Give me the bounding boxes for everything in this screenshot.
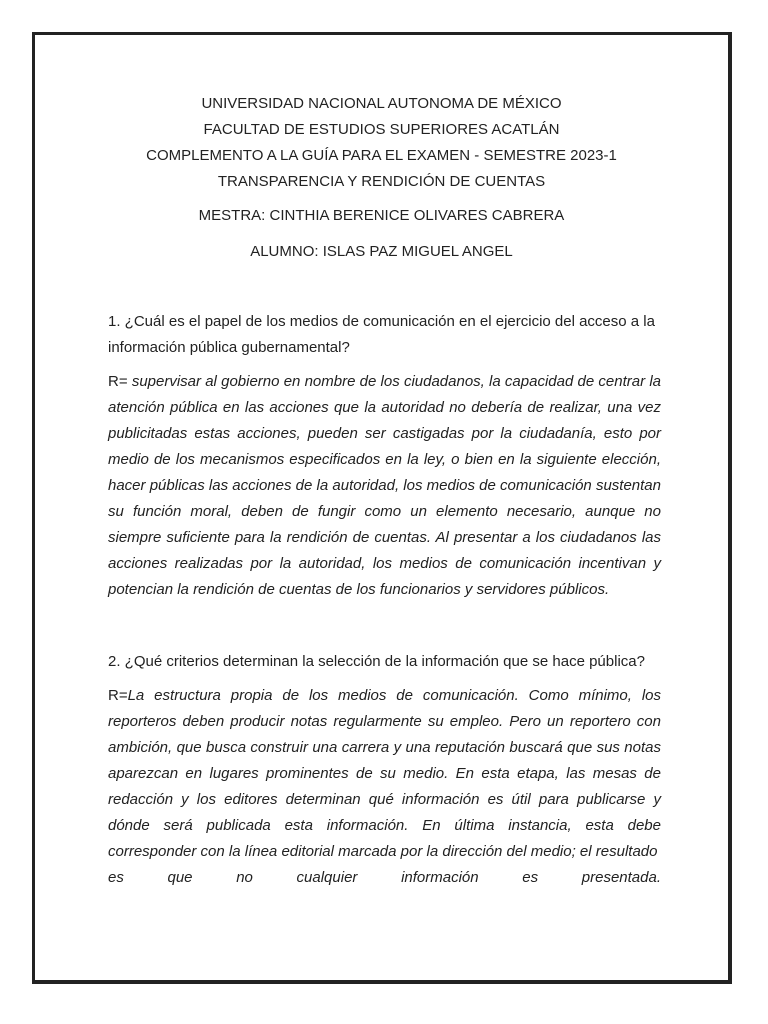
course-title: COMPLEMENTO A LA GUÍA PARA EL EXAMEN - SEMESTRE 2023-1 (146, 147, 617, 164)
faculty-name: FACULTAD DE ESTUDIOS SUPERIORES ACATLÁN (203, 121, 560, 138)
last-word: cualquier (296, 869, 358, 886)
last-word: presentada. (581, 869, 661, 886)
answer-2-text: La estructura propia de los medios de comunicación. Como mínimo, los reporteros deben producir notas regularmente su empleo. Pero un reportero con ambición, que busca construir una carrera y una reputación buscará que sus notas aparezcan en lugares prominentes de su medio. En esta etapa, las mesas de redacción y los editores determinan qué información es útil para publicarse y dónde será publicada esta información. En última instancia, esta debe corresponder con la línea editorial marcada por la dirección del medio; el resultado (108, 687, 661, 860)
university-name: UNIVERSIDAD NACIONAL AUTONOMA DE MÉXICO (201, 95, 562, 112)
subject-title: TRANSPARENCIA Y RENDICIÓN DE CUENTAS (217, 173, 546, 190)
answer-2-prefix: R= (108, 687, 128, 704)
last-word: no (236, 869, 253, 886)
last-word: información (401, 869, 479, 886)
answer-2-last-line (108, 865, 661, 891)
student-name: ALUMNO: ISLAS PAZ MIGUEL ANGEL (250, 243, 513, 260)
last-word: que (167, 869, 193, 886)
answer-2 (108, 683, 661, 891)
last-word: es (108, 869, 124, 886)
question-1: 1. ¿Cuál es el papel de los medios de comunicación en el ejercicio del acceso a la información pública gubernamental? (108, 313, 655, 356)
teacher-name: MESTRA: CINTHIA BERENICE OLIVARES CABRERA (198, 207, 565, 224)
answer-1 (108, 369, 661, 603)
document-header (35, 91, 728, 265)
question-2: 2. ¿Qué criterios determinan la selección de la información que se hace pública? (108, 653, 645, 670)
answer-1-text: supervisar al gobierno en nombre de los ciudadanos, la capacidad de centrar la atención pública en las acciones que la autoridad no debería de realizar, una vez publicitadas estas acciones, pueden ser castigadas por la ciudadanía, esto por medio de los mecanismos especificados en la ley, o bien en la siguiente elección, hacer públicas las acciones de la autoridad, los medios de comunicación sustentan su función moral, deben de fungir como un elemento necesario, aunque no siempre suficiente para la rendición de cuentas. Al presentar a los ciudadanos las acciones realizadas por la autoridad, los medios de comunicación incentivan y potencian la rendición de cuentas de los funcionarios y servidores públicos. (108, 373, 661, 598)
document-page (32, 32, 732, 984)
answer-1-prefix: R= (108, 373, 132, 390)
last-word: es (522, 869, 539, 886)
